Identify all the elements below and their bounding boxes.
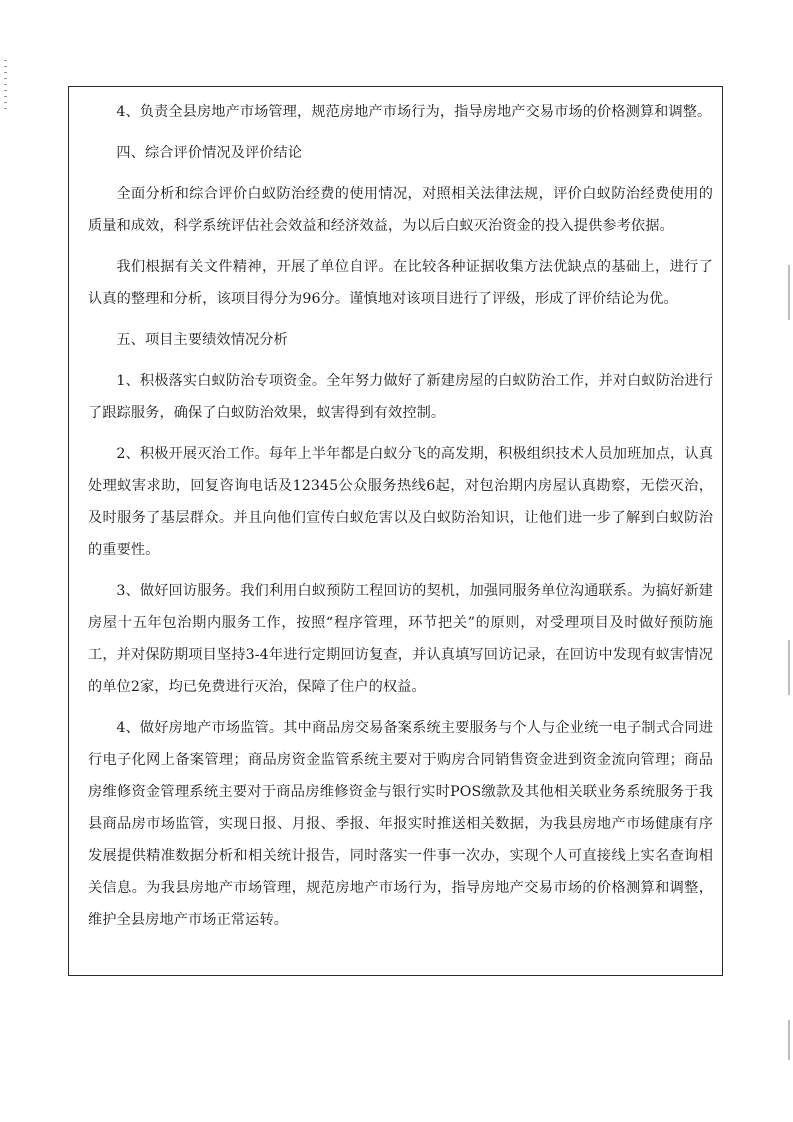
scan-binding-dots [4,60,7,110]
performance-item-3: 3、做好回访服务。我们利用白蚁预防工程回访的契机，加强同服务单位沟通联系。为搞好新建房屋十五年包治期内服务工作，按照“程序管理，环节把关”的原则，对受理项目及时做好预防施工，并对保防期项目坚持3-4年进行定期回访复查，并认真填写回访记录，在回访中发现有蚁害情况的单位2家，均已免费进行灭治，保障了住户的权益。 [88,583,713,695]
performance-item-4: 4、做好房地产市场监管。其中商品房交易备案系统主要服务与个人与企业统一电子制式合同进行电子化网上备案管理；商品房资金监管系统主要对于购房合同销售资金进到资金流向管理；商品房维修资金管理系统主要对于商品房维修资金与银行实时POS缴款及其他相关联业务系统服务于我县商品房市场监管，实现日报、月报、季报、年报实时推送相关数据，为我县房地产市场健康有序发展提供精准数据分析和相关统计报告，同时落实一件事一次办，实现个人可直接线上实名查询相关信息。为我县房地产市场管理，规范房地产市场行为，指导房地产交易市场的价格测算和调整，维护全县房地产市场正常运转。 [88,720,713,928]
document-body [88,96,713,945]
section-5-heading: 五、项目主要绩效情况分析 [116,332,288,348]
scan-edge-mark [788,640,790,695]
scan-edge-mark [788,265,790,320]
performance-item-1: 1、积极落实白蚁防治专项资金。全年努力做好了新建房屋的白蚁防治工作，并对白蚁防治进行了跟踪服务，确保了白蚁防治效果，蚁害得到有效控制。 [88,373,713,421]
evaluation-conclusion-paragraph: 我们根据有关文件精神，开展了单位自评。在比较各种证据收集方法优缺点的基础上，进行了认真的整理和分析，该项目得分为96分。谨慎地对该项目进行了评级，形成了评价结论为优。 [88,259,713,307]
section-4-heading: 四、综合评价情况及评价结论 [116,145,303,161]
scan-edge-mark [788,1020,790,1060]
performance-item-2: 2、积极开展灭治工作。每年上半年都是白蚁分飞的高发期，积极组织技术人员加班加点，认真处理蚁害求助，回复咨询电话及12345公众服务热线6起，对包治期内房屋认真勘察，无偿灭治，及时服务了基层群众。并且向他们宣传白蚁危害以及白蚁防治知识，让他们进一步了解到白蚁防治的重要性。 [88,446,713,558]
item-4-market-management: 4、负责全县房地产市场管理，规范房地产市场行为，指导房地产交易市场的价格测算和调整。 [116,104,712,120]
evaluation-method-paragraph: 全面分析和综合评价白蚁防治经费的使用情况，对照相关法律法规，评价白蚁防治经费使用的质量和成效，科学系统评估社会效益和经济效益，为以后白蚁灭治资金的投入提供参考依据。 [88,186,713,234]
